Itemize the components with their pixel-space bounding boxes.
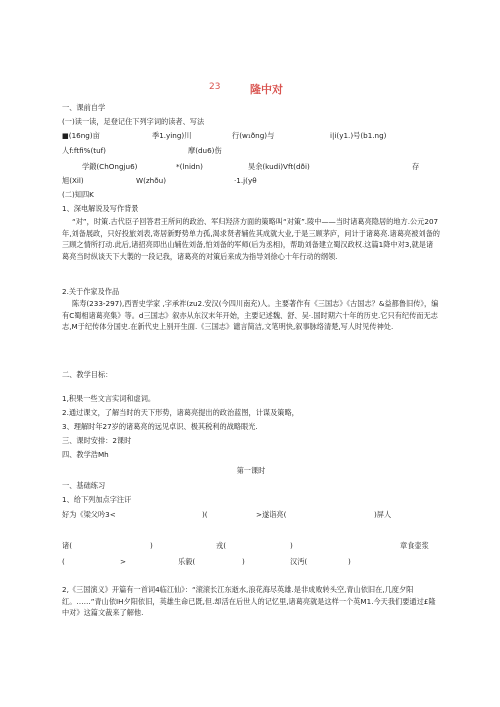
vocab-item: 旭(Xil) — [62, 176, 84, 185]
exercise-text: )屏人 — [374, 510, 392, 519]
exercise-text: ( — [62, 557, 65, 566]
exercise-heading: 1、给下列加点字注讦 — [62, 495, 132, 504]
subsection-heading: (一)读一读，足登记住下列字词的读者、写法 — [62, 117, 205, 126]
section-heading: 一、课前自学 — [62, 103, 106, 112]
subsection-heading: 1、深电解说及写作背景 — [62, 204, 139, 213]
vocab-item: 昊余(kudi)Vft(dði) — [248, 162, 310, 171]
exercise-text: 章食壶浆 — [400, 541, 429, 550]
vocab-item: 人f:ftfi%(tuf) — [62, 146, 106, 155]
exercise-text: >遂诣亮( — [256, 510, 287, 519]
author-paragraph: 陈寿(233-297),西晋史学家 ,字承祚(zu2.安汉(今四川南充)人。主要著作有《三国志》《古国志？&益都鲁旧传》，编有C蜀相诸葛亮集》等。d三国志》叙亦从东汉末年开始，主要记述魏、舒、吴·.国时期六十年的历史.它只有纪传而无志志,M于纪传体分国史.在新代史上别开生面.《三国志》谴言简洁,文笔明快,叙事脉络清楚,写人时见传神处. — [62, 299, 439, 331]
exercise-text: ) — [348, 557, 351, 566]
vocab-item: 学鍛(ChOngju6) — [82, 162, 138, 171]
vocab-item: 摩(du6)伤 — [188, 146, 222, 155]
vocab-item: ·1.j(yθ — [234, 176, 257, 185]
exercise-text: > — [120, 557, 127, 566]
exercise-text: )( — [202, 510, 208, 519]
subsection-heading: 2.关于作家及作品 — [62, 287, 120, 296]
exercise-text: 乐毅( — [178, 557, 196, 566]
vocab-item: 季1.ying)川 — [152, 131, 192, 140]
page-title: 隆中对 — [250, 83, 283, 96]
exercise-text: 诸( — [62, 541, 72, 550]
lesson-label: 第一课时 — [236, 466, 266, 475]
section-heading: 三、课时安排：2课时 — [62, 436, 132, 445]
goal-item: 1,积果一些文言实词和虚词。 — [62, 394, 156, 403]
subsection-heading: (二)知四K — [62, 190, 94, 199]
vocab-item: i|i(y1.)号(b1.ng) — [330, 131, 387, 140]
section-heading: 一、基础练习 — [62, 481, 106, 490]
lesson-heading — [62, 466, 440, 475]
exercise-text: ) — [242, 557, 245, 566]
vocab-item: 行(w₁ðng)与 — [232, 131, 275, 140]
exercise-paragraph: 2,《三国演义》开篇有一首词4临江仙》：“滚滚长江东逝水,浪花海尽英雄.是非成败转头空,青山依旧在,几度夕阳红。……”青山依IH夕阳依旧，英雄生命已既,但.却活在后世人的记忆里,诸葛亮就是这样一个英M1.今天我们要通过£隆中对》这篇文裁来了解他. — [62, 585, 436, 617]
goal-item: 2.通过课文，了解当时的天下形势，诸葛亮提出的政治蓝图，计谋及策略， — [62, 408, 299, 417]
background-paragraph: “对”，时策.古代臣子回答君王所问的政治、军归羟济方面的策略叫“对策”.陵中——当时诸葛亮隐居的地方.公元207年,刘备展政，只好投旅刘表,寄居新野势单力孤,渴求贤者辅佐其成就大业,于是三顾茅庐，问计于诸葛亮.诸葛亮被刘备的三顾之情所打动.此后,诸招亮即出山辅佐刘备,怕刘备的军师(后为丞相)，帮助刘备建立蜀汉政权.这篇1降中对3,就是诸葛亮当时纵谈天下大製的一段记我，诸葛亮的对策后来成为指导刘徐心十年行动的纲领. — [62, 217, 440, 261]
exercise-text: 好为《梁父吟3< — [62, 510, 116, 519]
vocab-item: ■(16ng)亩 — [62, 131, 100, 140]
exercise-text: 戎( — [216, 541, 226, 550]
lesson-number: 23 — [209, 82, 221, 92]
exercise-text: 汉沔( — [290, 557, 308, 566]
vocab-item: 存 — [412, 162, 420, 171]
vocab-item: W(zhðu) — [136, 176, 166, 185]
goal-item: 3、理解时年27岁的诸葛亮的远见卓识、极其税利的战略眼光. — [62, 422, 258, 431]
exercise-text: ) — [290, 541, 293, 550]
section-heading: 四、教学浩Mh — [62, 450, 109, 459]
section-heading: 二、教学目标： — [62, 370, 113, 379]
exercise-text: ) — [150, 541, 153, 550]
vocab-item: *(lnidn) — [176, 162, 203, 171]
